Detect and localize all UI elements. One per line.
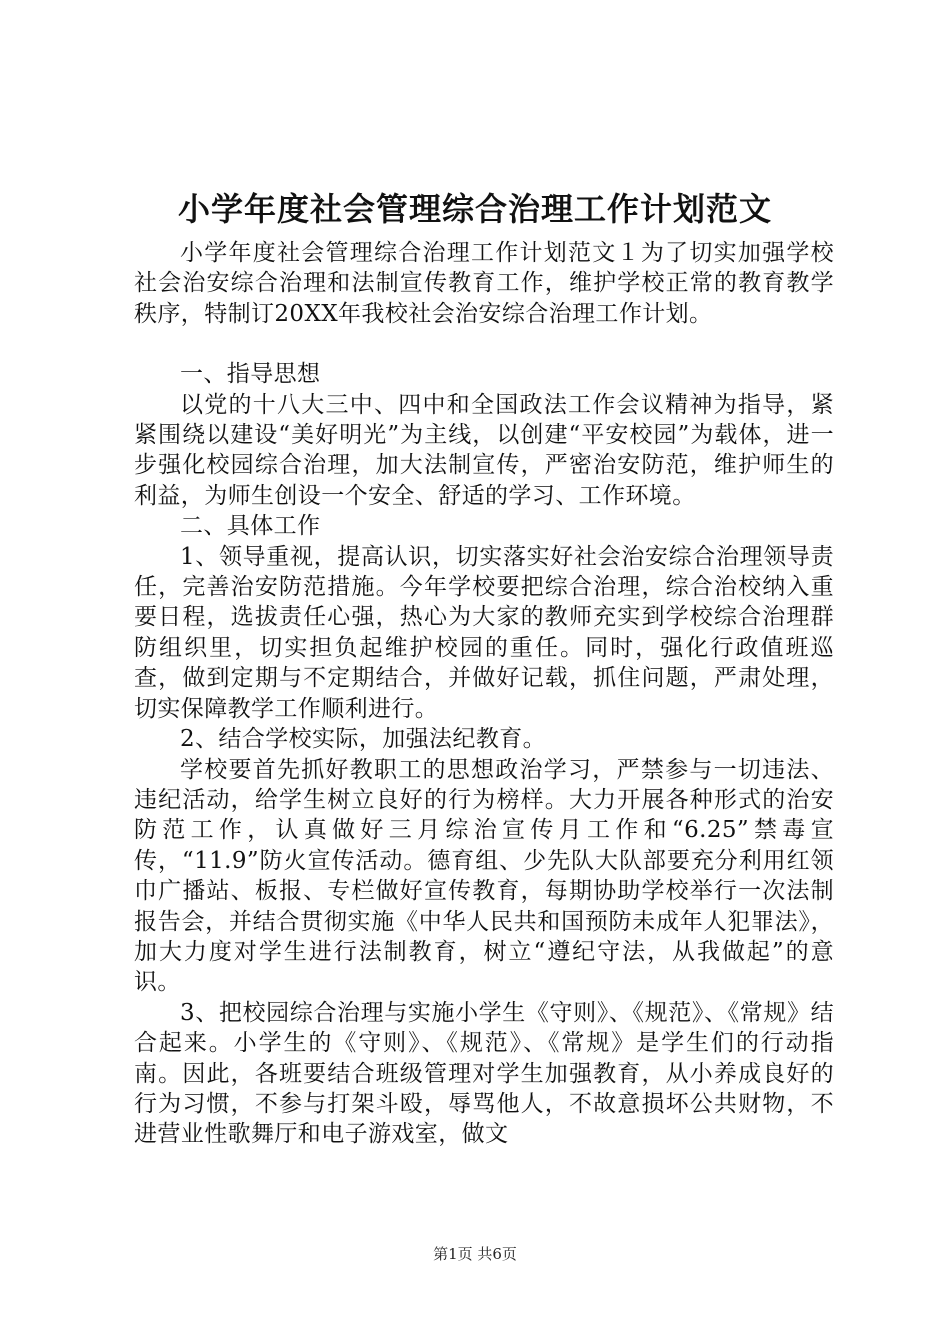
section-heading-guiding-ideology: 一、指导思想 <box>180 361 321 388</box>
section-heading-specific-work: 二、具体工作 <box>180 513 321 540</box>
guiding-ideology-paragraph: 以党的十八大三中、四中和全国政法工作会议精神为指导，紧紧围绕以建设“美好明光”为主线，以创建“平安校园”为载体，进一步强化校园综合治理，加大法制宣传，严密治安防范，维护师生的利益，为师生创设一个安全、舒适的学习、工作环境。 <box>134 391 834 509</box>
intro-paragraph: 小学年度社会管理综合治理工作计划范文１为了切实加强学校社会治安综合治理和法制宣传教育工作，维护学校正常的教育教学秩序，特制订20XX年我校社会治安综合治理工作计划。 <box>134 240 834 327</box>
work-item-2-paragraph: 学校要首先抓好教职工的思想政治学习，严禁参与一切违法、违纪活动，给学生树立良好的行为榜样。大力开展各种形式的治安防范工作，认真做好三月综治宣传月工作和“6.25”禁毒宣传，“11.9”防火宣传活动。德育组、少先队大队部要充分利用红领巾广播站、板报、专栏做好宣传教育，每期协助学校举行一次法制报告会，并结合贯彻实施《中华人民共和国预防未成年人犯罪法》，加大力度对学生进行法制教育，树立“遵纪守法，从我做起”的意识。 <box>134 756 834 996</box>
work-item-3-paragraph: 3、把校园综合治理与实施小学生《守则》、《规范》、《常规》结合起来。小学生的《守则》、《规范》、《常规》是学生们的行动指南。因此，各班要结合班级管理对学生加强教育，从小养成良好的行为习惯，不参与打架斗殴，辱骂他人，不故意损坏公共财物，不进营业性歌舞厅和电子游戏室，做文 <box>134 999 834 1148</box>
work-item-1-paragraph: 1、领导重视，提高认识，切实落实好社会治安综合治理领导责任，完善治安防范措施。今年学校要把综合治理，综合治校纳入重要日程，选拔责任心强，热心为大家的教师充实到学校综合治理群防组织里，切实担负起维护校园的重任。同时，强化行政值班巡查，做到定期与不定期结合，并做好记载，抓住问题，严肃处理，切实保障教学工作顺利进行。 <box>134 543 834 722</box>
page-number-footer: 第1页 共6页 <box>433 1245 517 1263</box>
document-body <box>134 238 834 1150</box>
document-title: 小学年度社会管理综合治理工作计划范文 <box>177 190 772 228</box>
work-item-2-heading: 2、结合学校实际，加强法纪教育。 <box>180 726 547 753</box>
